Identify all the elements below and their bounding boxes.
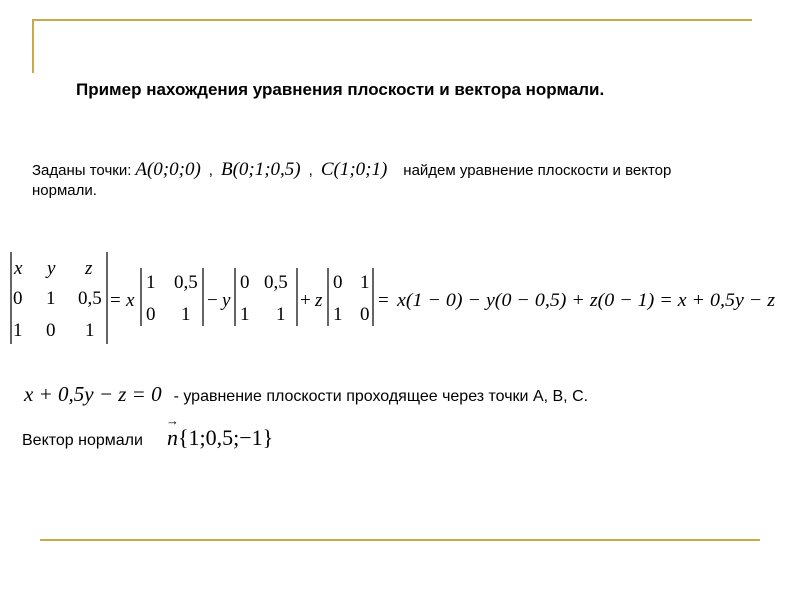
point-c: C(1;0;1) (320, 159, 388, 180)
given-suffix: найдем уравнение плоскости и вектор (403, 162, 672, 179)
var-x: x (126, 290, 135, 311)
minor-y-cell: 1 (276, 304, 286, 325)
det-cell: 1 (46, 288, 56, 309)
minor-x-cell: 1 (181, 304, 191, 325)
page-title: Пример нахождения уравнения плоскости и вектора нормали. (76, 80, 605, 99)
var-y: y (222, 290, 231, 311)
det-cell: 1 (13, 320, 23, 341)
plus-sign: + (300, 290, 311, 311)
minor-y-cell: 0,5 (264, 272, 288, 293)
det-header-y: y (47, 258, 56, 279)
plane-equation-line (24, 382, 588, 407)
plane-equation: x + 0,5y − z = 0 (24, 382, 162, 406)
given-prefix: Заданы точки: (32, 162, 132, 179)
minor-y-cell: 1 (240, 304, 250, 325)
given-points-paragraph (32, 160, 768, 201)
frame-left-line (32, 19, 34, 73)
normal-label: Вектор нормали (22, 432, 143, 449)
normal-vector-line (22, 425, 273, 451)
point-a: A(0;0;0) (135, 159, 201, 180)
equals-sign: = (110, 290, 121, 311)
minor-z-cell: 1 (360, 272, 370, 293)
det-cell: 0 (13, 288, 23, 309)
normal-vector-value: {1;0,5;−1} (177, 425, 274, 450)
var-z: z (315, 290, 323, 311)
normal-vector-symbol: → n (167, 425, 178, 451)
frame-bottom-line (40, 539, 760, 541)
minor-z-cell: 0 (333, 272, 343, 293)
det-cell: 1 (85, 320, 95, 341)
minor-x-cell: 0,5 (174, 272, 198, 293)
separator: , (208, 162, 213, 179)
minor-z-cell: 0 (360, 304, 370, 325)
given-suffix-line2: нормали. (32, 182, 97, 199)
determinant-equation (0, 246, 800, 350)
separator: , (308, 162, 313, 179)
minor-y-cell: 0 (240, 272, 250, 293)
minor-x-cell: 0 (146, 304, 156, 325)
minor-x-cell: 1 (146, 272, 156, 293)
minus-sign: − (207, 290, 218, 311)
det-header-z: z (85, 258, 93, 279)
normal-vector (167, 425, 273, 451)
expansion-text: x(1 − 0) − y(0 − 0,5) + z(0 − 1) = x + 0,5y − z (395, 290, 776, 311)
minor-z-cell: 1 (333, 304, 343, 325)
det-cell: 0 (46, 320, 56, 341)
point-b: B(0;1;0,5) (220, 159, 301, 180)
det-cell: 0,5 (78, 288, 102, 309)
plane-description: - уравнение плоскости проходящее через точки A, B, C. (173, 388, 589, 405)
equals-sign: = (378, 290, 389, 311)
det-header-x: x (14, 258, 23, 279)
frame-top-line (32, 19, 752, 21)
